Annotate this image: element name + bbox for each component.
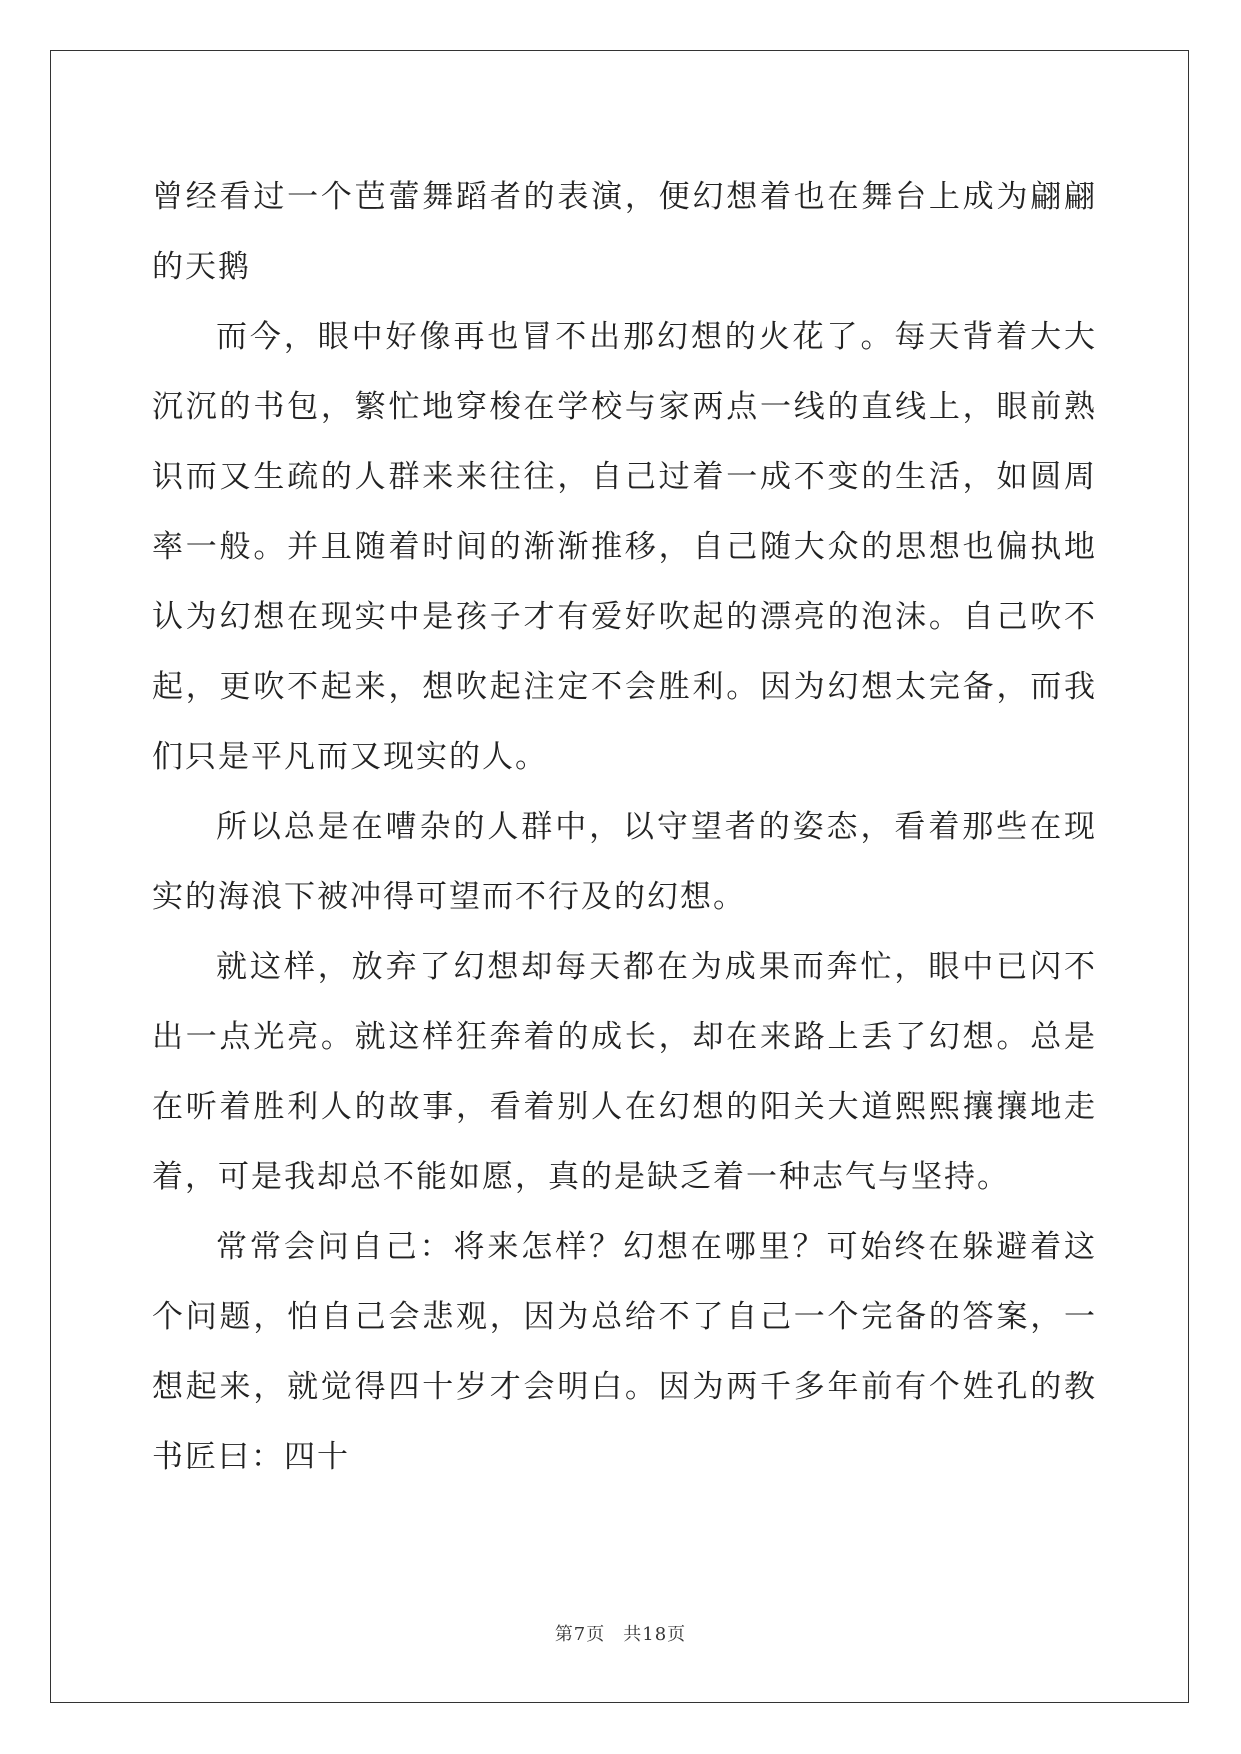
document-body: [152, 162, 1097, 1492]
paragraph-1: 曾经看过一个芭蕾舞蹈者的表演，便幻想着也在舞台上成为翩翩的天鹅: [152, 179, 1097, 285]
paragraph-5: 常常会问自己：将来怎样？幻想在哪里？可始终在躲避着这个问题，怕自己会悲观，因为总给不了自己一个完备的答案，一想起来，就觉得四十岁才会明白。因为两千多年前有个姓孔的教书匠曰：四十: [152, 1229, 1097, 1475]
page-total: 共18页: [623, 1624, 687, 1645]
page-number: 第7页: [554, 1624, 606, 1645]
page-footer: [0, 1620, 1241, 1646]
paragraph-3: 所以总是在嘈杂的人群中，以守望者的姿态，看着那些在现实的海浪下被冲得可望而不行及的幻想。: [152, 809, 1097, 915]
paragraph-4: 就这样，放弃了幻想却每天都在为成果而奔忙，眼中已闪不出一点光亮。就这样狂奔着的成长，却在来路上丢了幻想。总是在听着胜利人的故事，看着别人在幻想的阳关大道熙熙攘攘地走着，可是我却总不能如愿，真的是缺乏着一种志气与坚持。: [152, 949, 1097, 1195]
paragraph-2: 而今，眼中好像再也冒不出那幻想的火花了。每天背着大大沉沉的书包，繁忙地穿梭在学校与家两点一线的直线上，眼前熟识而又生疏的人群来来往往，自己过着一成不变的生活，如圆周率一般。并且随着时间的渐渐推移，自己随大众的思想也偏执地认为幻想在现实中是孩子才有爱好吹起的漂亮的泡沫。自己吹不起，更吹不起来，想吹起注定不会胜利。因为幻想太完备，而我们只是平凡而又现实的人。: [152, 319, 1097, 775]
